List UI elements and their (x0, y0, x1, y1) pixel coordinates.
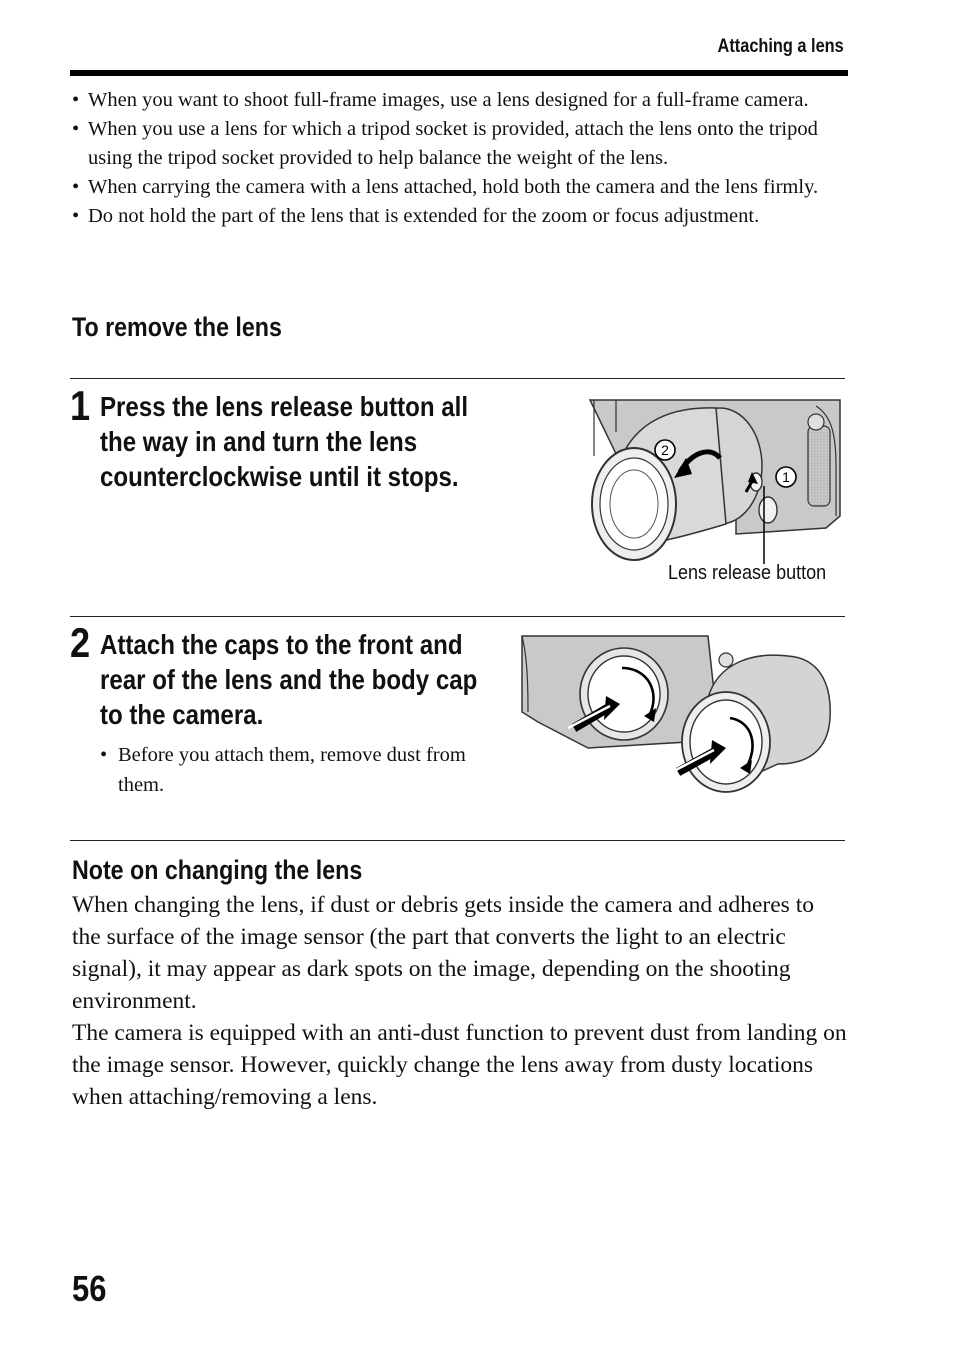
precautions-list (72, 86, 847, 231)
note-heading: Note on changing the lens (72, 855, 363, 885)
lens-release-button-label: Lens release button (668, 562, 827, 584)
step-number: 2 (70, 619, 91, 666)
step-sub-item: • Before you attach them, remove dust from them. (100, 740, 500, 800)
note-body (72, 889, 847, 1113)
caps-attachment-illustration (518, 632, 838, 798)
callout-1: 1 (782, 469, 790, 485)
step-sub-list (100, 740, 500, 800)
precaution-item: • When you want to shoot full-frame images, use a lens designed for a full-frame camera. (72, 86, 847, 115)
running-header: Attaching a lens (717, 36, 844, 57)
section-divider (70, 840, 845, 841)
lens-removal-illustration (586, 396, 842, 568)
step-number: 1 (70, 382, 91, 429)
precaution-item: • Do not hold the part of the lens that is extended for the zoom or focus adjustment. (72, 202, 847, 231)
note-paragraph: When changing the lens, if dust or debris gets inside the camera and adheres to the surface of the image sensor (the part that converts the light to an electric signal), it may appear as dark spots on the image, depending on the shooting environment. (72, 892, 814, 1014)
step-divider (70, 616, 845, 617)
note-paragraph: The camera is equipped with an anti-dust function to prevent dust from landing on the image sensor. However, quickly change the lens away from dusty locations when attaching/removing a lens. (72, 1020, 847, 1110)
callout-2: 2 (661, 442, 669, 458)
precaution-item: • When you use a lens for which a tripod socket is provided, attach the lens onto the tripod using the tripod socket provided to help balance the weight of the lens. (72, 115, 847, 173)
precaution-item: • When carrying the camera with a lens attached, hold both the camera and the lens firmly. (72, 173, 847, 202)
page-number: 56 (72, 1268, 107, 1309)
header-rule (70, 70, 848, 76)
section-heading: To remove the lens (72, 312, 282, 342)
step-instruction: Press the lens release button all the way in and turn the lens counterclockwise until it stops. (100, 391, 469, 492)
step-divider (70, 378, 845, 379)
step-instruction: Attach the caps to the front and rear of the lens and the body cap to the camera. (100, 629, 478, 730)
